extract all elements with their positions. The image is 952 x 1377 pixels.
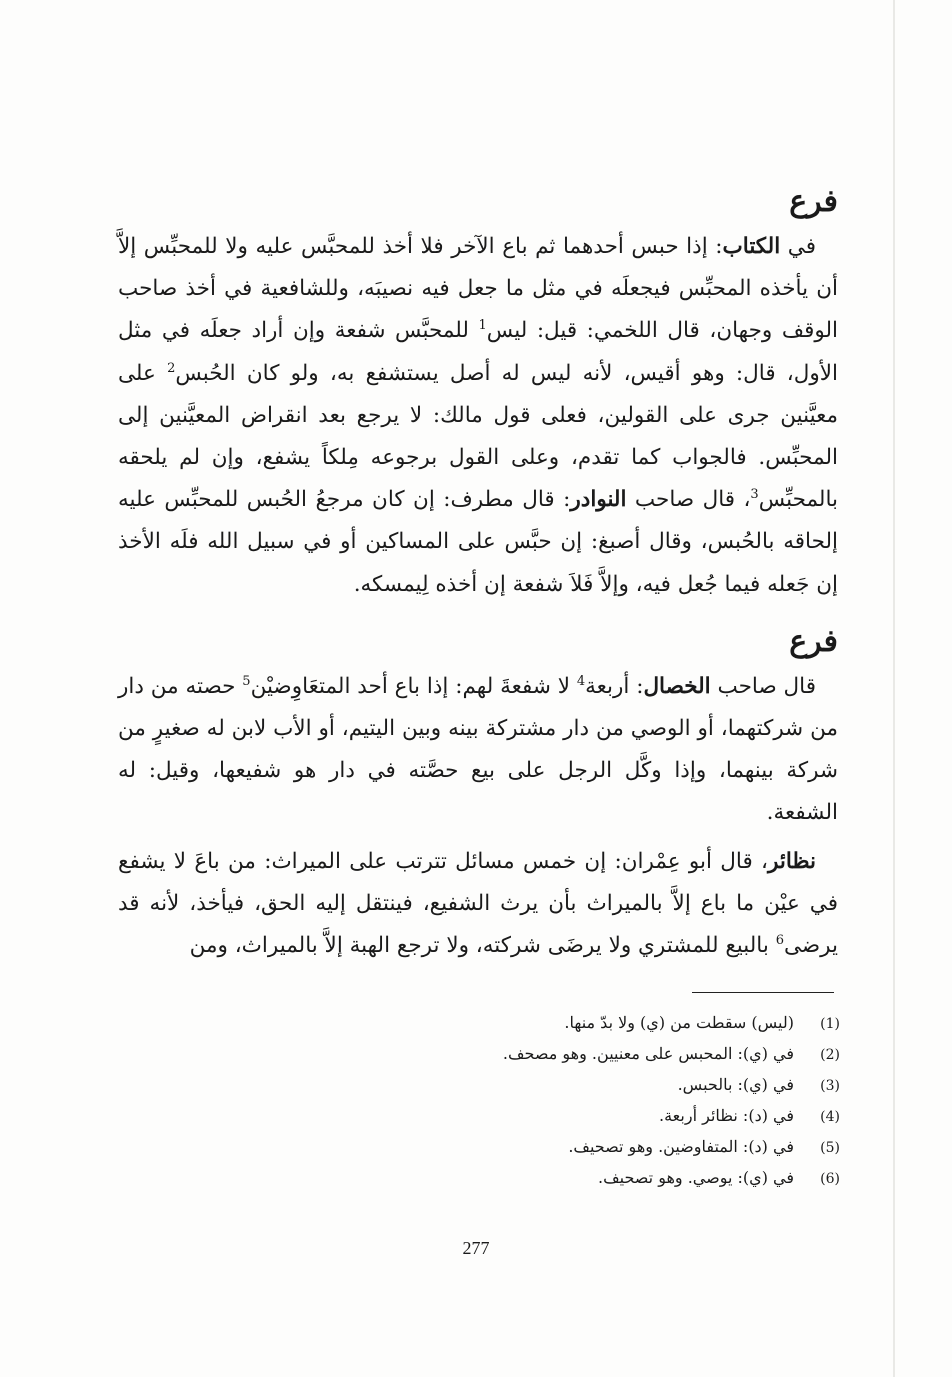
footnote: [200, 1008, 840, 1039]
text-run: : أربعة: [585, 673, 644, 699]
footnote-marker: 2: [167, 360, 176, 376]
text-run: قال صاحب: [710, 673, 817, 699]
footnote-marker: 1: [478, 318, 487, 334]
text-run: لا شفعةَ لهم: إذا باع أحد المتعَاوِضيْن: [250, 673, 577, 699]
text-run: بالبيع للمشتري ولا يرضَى شركته، ولا ترجع الهبة إلاَّ بالميراث، ومن: [189, 933, 776, 959]
footnote-text: في (ي): المحبس على معنيين. وهو مصحف.: [502, 1044, 794, 1063]
footnote-separator: [692, 992, 834, 993]
keyword-term: الكتاب: [722, 234, 781, 259]
footnote-number: (4): [820, 1109, 840, 1125]
footnote-text: في (د): المتفاوضين. وهو تصحيف.: [568, 1137, 794, 1156]
paragraph: [118, 666, 838, 835]
paragraph: [118, 841, 838, 968]
text-run: في: [780, 234, 816, 259]
text-run: ، قال صاحب: [626, 487, 751, 513]
paragraph: [118, 226, 838, 606]
footnote-number: (3): [820, 1078, 840, 1094]
keyword-term: نظائر: [767, 848, 816, 874]
section-heading: فرع: [789, 623, 838, 659]
footnote-marker: 4: [576, 673, 586, 689]
page-body: [118, 180, 838, 967]
text-run: : إذا حبس أحدهما ثم باع الآخر فلا أخذ للمحبَّس عليه ولا للمحبِّس إلاَّ أن يأخذه المحبِّس فيجعلَه في مثل ما جعل فيه نصيبَه، وللشافعية في أخذ صاحب الوقف وجهان، قال اللخمي: قيل: ليس: [118, 234, 838, 344]
keyword-term: النوادر: [570, 487, 627, 513]
text-run: حصته من دار من شركتهما، أو الوصي من دار مشتركة بينه وبين اليتيم، أو الأب لابن له صغيرٍ من شركة بينهما، وإذا وكَّل الرجل على بيع حصَّته في دار هو شفيعها، وقيل: له الشفعة.: [118, 673, 838, 826]
footnotes: [200, 1008, 840, 1194]
keyword-term: الخصال: [643, 673, 711, 699]
footnote-text: في (د): نظائر أربعة.: [659, 1106, 794, 1125]
text-run: : قال مطرف: إن كان مرجعُ الحُبس للمحبِّس عليه إلحاقه بالحُبس، وقال أصبغ: إن حبَّس على المساكين أو في سبيل الله فلَه الأخذ إن جَعله فيما جُعل فيه، وإلاَّ فَلاَ شفعة إن أخذه لِيمسكه.: [118, 487, 838, 597]
footnote: [200, 1163, 840, 1194]
footnote: [200, 1101, 840, 1132]
footnote-marker: 5: [242, 673, 251, 689]
footnote: [200, 1039, 840, 1070]
text-run: ، قال أبو عِمْران: إن خمس مسائل تترتب على الميراث: من باعَ لا يشفع في عيْن ما باع إلاَّ بالميراث بأن يرث الشفيع، فينتقل إليه الحق، فيأخذ، لأنه قد يرضى: [118, 848, 838, 959]
footnote-text: (ليس) سقطت من (ي) ولا بدّ منها.: [564, 1013, 794, 1032]
footnote: [200, 1070, 840, 1101]
page-edge: [893, 0, 895, 1377]
text-run: للمحبَّس شفعة وإن أراد جعلَه في مثل الأول، قال: وهو أقيس، لأنه ليس له أصل يستشفع به، ولو كان الحُبس: [118, 318, 838, 386]
footnote: [200, 1132, 840, 1163]
section-heading: فرع: [789, 184, 838, 219]
footnote-number: (5): [820, 1140, 840, 1156]
footnote-marker: 6: [775, 932, 784, 948]
footnote-text: في (ي): بالحبس.: [677, 1075, 794, 1094]
footnote-number: (6): [820, 1171, 840, 1187]
page-number: 277: [462, 1238, 490, 1258]
text-run: على معيَّنين جرى على القولين، فعلى قول مالك: لا يرجع بعد انقراض المعيَّنين إلى المحبِّس. فالجواب كما تقدم، وعلى القول برجوعه مِلكاً يشفع، وإن لم يلحقه بالمحبِّس: [118, 360, 838, 513]
footnote-number: (1): [820, 1016, 840, 1032]
footnote-marker: 3: [750, 487, 759, 503]
footnote-number: (2): [820, 1047, 840, 1063]
footnote-text: في (ي): يوصي. وهو تصحيف.: [597, 1168, 794, 1187]
